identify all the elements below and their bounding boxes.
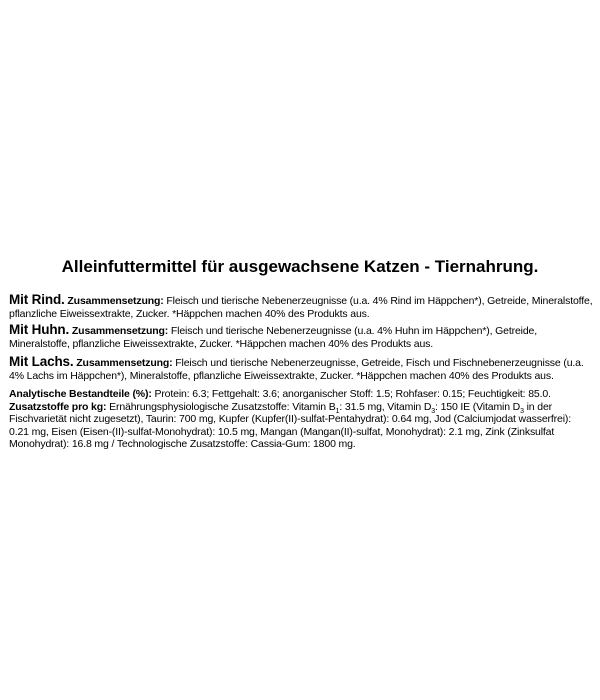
additives-text-4: in der Fischvarietät nicht zugesetzt), Taurin: 700 mg, Kupfer (Kupfer(II)-sulfat-Pentahydrat): 0.64 mg, Jod (Calciumjodat wasserfrei): 0.21 mg, Eisen (Eisen-(II)-sulfat-Monohydrat): 10.5 mg, Mangan (Mangan(II)-sulfat, Monohydrat): 2.1 mg, Zink (Zinksulfat Monohydrat): 16.8 mg / Technologische Zusatzstoffe: Cassia-Gum: 1800 mg. xyxy=(9,400,571,450)
composition-text: Fleisch und tierische Nebenerzeugnisse, Getreide, Fisch und Fischnebenerzeugnisse (u.a. 4% Lachs im Häppchen*), Mineralstoffe, pflanzliche Eiweissextrakte, Zucker. *Häppchen machen 40% des Produkts aus. xyxy=(9,357,584,382)
analysis-text: Protein: 6.3; Fettgehalt: 3.6; anorganischer Stoff: 1.5; Rohfaser: 0.15; Feuchtigkeit: 85.0. xyxy=(154,388,551,400)
variant-name: Mit Huhn. xyxy=(9,322,70,337)
variant-huhn-composition xyxy=(9,324,593,350)
variant-name: Mit Rind. xyxy=(9,292,65,307)
analysis-and-additives xyxy=(9,388,593,451)
vitamin-d-subscript: 3 xyxy=(431,407,436,415)
variant-lachs-composition xyxy=(9,356,593,382)
additives-text-1: Ernährungsphysiologische Zusatzstoffe: Vitamin B xyxy=(109,400,336,413)
analytical-constituents xyxy=(9,388,593,401)
additives-text-3: : 150 IE (Vitamin D xyxy=(435,400,521,413)
variant-rind-composition xyxy=(9,294,593,320)
variant-name: Mit Lachs. xyxy=(9,354,74,369)
additives-text-2: : 31.5 mg, Vitamin D xyxy=(339,400,432,413)
composition-label: Zusammensetzung: xyxy=(76,357,173,369)
analysis-label: Analytische Bestandteile (%): xyxy=(9,388,152,400)
composition-label: Zusammensetzung: xyxy=(71,325,169,337)
additives-label: Zusatzstoffe pro kg: xyxy=(9,400,107,413)
additives-per-kg xyxy=(9,401,593,451)
composition-text: Fleisch und tierische Nebenerzeugnisse (u.a. 4% Rind im Häppchen*), Getreide, Mineralstoffe, pflanzliche Eiweissextrakte, Zucker. *Häppchen machen 40% des Produkts aus. xyxy=(9,295,593,320)
document-title: Alleinfuttermittel für ausgewachsene Katzen - Tiernahrung. xyxy=(61,257,539,276)
composition-text: Fleisch und tierische Nebenerzeugnisse (u.a. 4% Huhn im Häppchen*), Getreide, Mineralstoffe, pflanzliche Eiweissextrakte, Zucker. *Häppchen machen 40% des Produkts aus. xyxy=(9,325,537,350)
vitamin-b-subscript: 1 xyxy=(335,407,340,415)
composition-label: Zusammensetzung: xyxy=(67,295,164,307)
vitamin-d-subscript-2: 3 xyxy=(520,407,524,415)
